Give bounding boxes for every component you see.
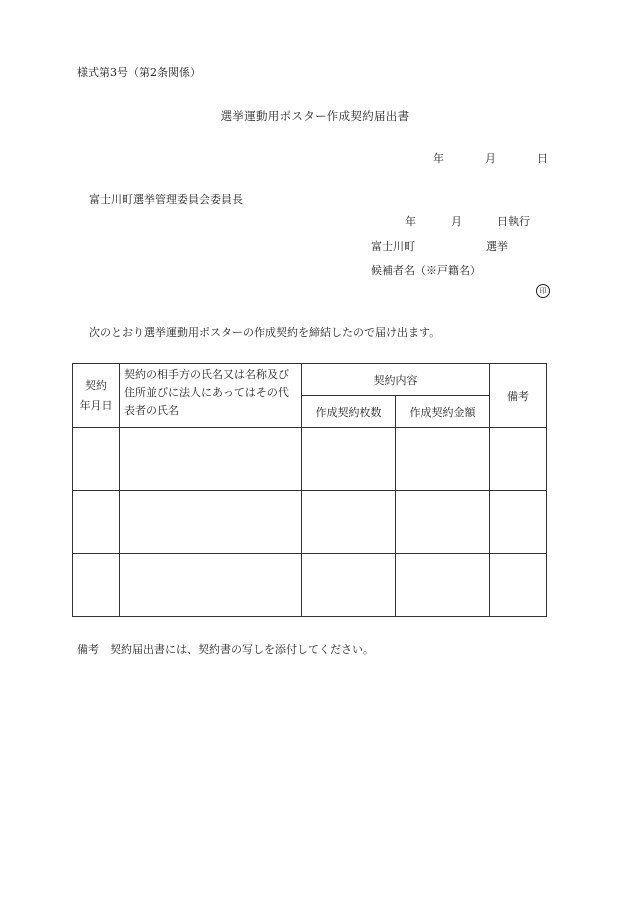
table-row — [73, 554, 547, 617]
addressee: 富士川町選挙管理委員会委員長 — [89, 193, 243, 206]
row-count-cell[interactable] — [302, 554, 396, 617]
contract-table — [72, 363, 547, 617]
submission-day-label: 日 — [537, 152, 548, 165]
seal-mark: 印 — [536, 284, 550, 298]
row-count-cell[interactable] — [302, 428, 396, 491]
row-count-cell[interactable] — [302, 491, 396, 554]
header-date-line2: 年月日 — [79, 398, 113, 412]
election-year-label: 年 — [405, 215, 416, 228]
header-count: 作成契約枚数 — [302, 396, 396, 428]
form-number: 様式第3号（第2条関係） — [77, 66, 201, 79]
election-month-label: 月 — [451, 215, 462, 228]
row-remarks-cell[interactable] — [490, 428, 547, 491]
election-name-suffix: 選挙 — [486, 240, 508, 253]
document-title: 選挙運動用ポスター作成契約届出書 — [220, 109, 410, 123]
footer-note: 備考 契約届出書には、契約書の写しを添付してください。 — [77, 643, 374, 656]
submission-month-label: 月 — [485, 152, 496, 165]
header-contract-content: 契約内容 — [302, 364, 490, 396]
table-row — [73, 491, 547, 554]
candidate-name-label: 候補者名（※戸籍名） — [371, 264, 481, 277]
election-day-label: 日執行 — [497, 215, 530, 228]
header-remarks: 備考 — [490, 364, 547, 428]
row-amount-cell[interactable] — [396, 428, 490, 491]
row-date-cell[interactable] — [73, 428, 120, 491]
row-remarks-cell[interactable] — [490, 554, 547, 617]
row-amount-cell[interactable] — [396, 491, 490, 554]
intro-text: 次のとおり選挙運動用ポスターの作成契約を締結したので届け出ます。 — [89, 326, 441, 339]
table-row — [73, 428, 547, 491]
row-date-cell[interactable] — [73, 491, 120, 554]
row-party-cell[interactable] — [120, 491, 302, 554]
submission-year-label: 年 — [433, 152, 444, 165]
row-party-cell[interactable] — [120, 554, 302, 617]
election-name-prefix: 富士川町 — [371, 240, 415, 253]
row-party-cell[interactable] — [120, 428, 302, 491]
header-contract-date — [73, 364, 120, 428]
row-date-cell[interactable] — [73, 554, 120, 617]
row-amount-cell[interactable] — [396, 554, 490, 617]
header-party: 契約の相手方の氏名又は名称及び住所並びに法人にあってはその代表者の氏名 — [120, 364, 302, 428]
table-header-row — [73, 364, 547, 396]
header-amount: 作成契約金額 — [396, 396, 490, 428]
header-date-line1: 契約 — [85, 378, 107, 392]
submission-date — [433, 150, 548, 166]
row-remarks-cell[interactable] — [490, 491, 547, 554]
